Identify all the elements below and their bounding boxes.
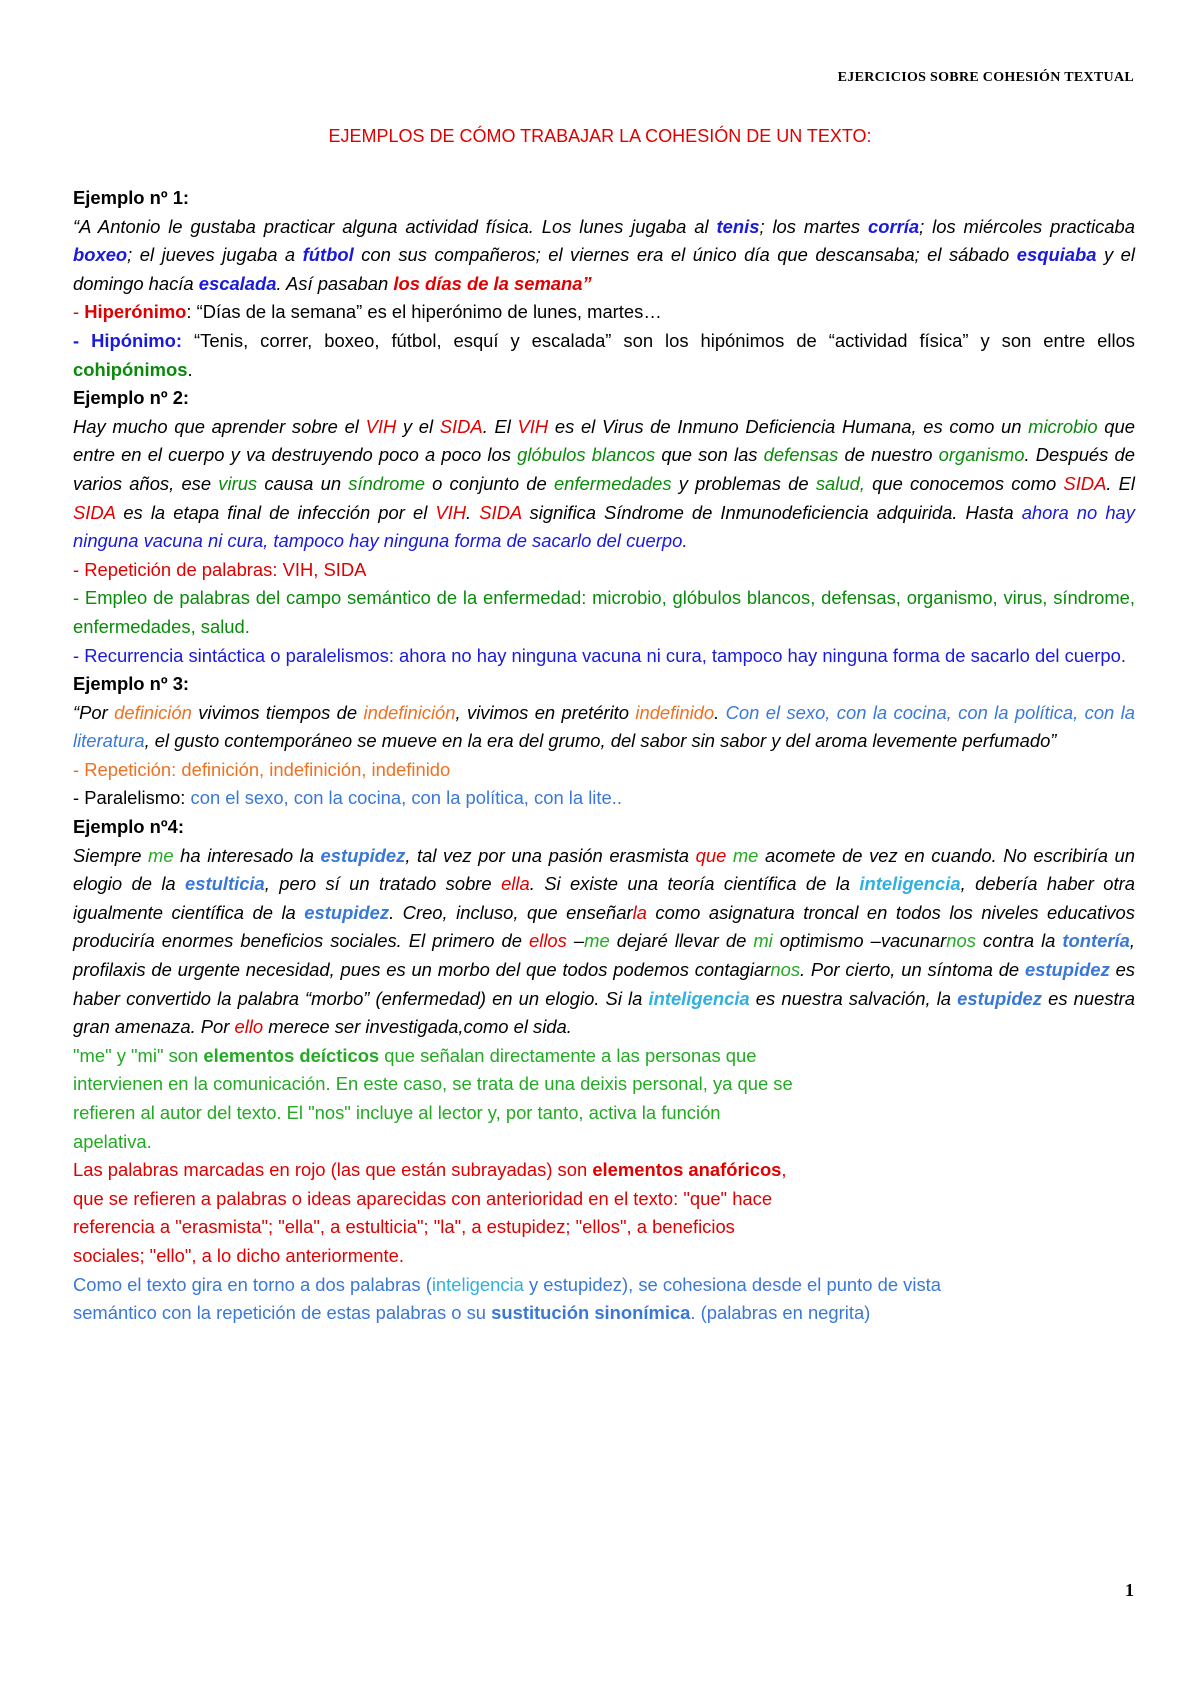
hyperonym-label: Hiperónimo: [84, 301, 187, 323]
anaphoric-term: elementos anafóricos: [592, 1159, 782, 1181]
text-run: es haber convertido la palabra “morbo” (enfermedad) en un elogio. Si la: [73, 959, 1136, 1009]
word-defensas: defensas: [763, 444, 839, 466]
text-run: .: [187, 358, 193, 380]
word-ello: ello: [234, 1016, 264, 1038]
semantic-field-line: - Empleo de palabras del campo semántico de la enfermedad: microbio, glóbulos blancos, defensas, organismo, virus, síndrome, enfermedades, salud.: [73, 587, 1135, 637]
text-line: refieren al autor del texto. El "nos" incluye al lector y, por tanto, activa la función: [73, 1102, 721, 1123]
hyponym-text: “Tenis, correr, boxeo, fútbol, esquí y escalada” son los hipónimos de “actividad física” y son entre ellos: [182, 329, 1136, 351]
word-tenis: tenis: [716, 215, 760, 237]
text-run: ; los miércoles practicaba: [919, 215, 1135, 237]
text-line: referencia a "erasmista"; "ella", a estulticia"; "la", a estupidez; "ellos", a beneficios: [73, 1216, 735, 1238]
word-estupidez: estupidez: [957, 987, 1042, 1009]
word-que: que: [695, 844, 727, 866]
word-nos: nos: [946, 930, 976, 952]
word-ellos: ellos: [529, 930, 567, 952]
text-run: ; los martes: [759, 215, 868, 237]
text-run: "me" y "mi" son: [73, 1044, 204, 1066]
example-3-heading: Ejemplo nº 3:: [73, 673, 190, 695]
parallel-phrase: Con el sexo, con la cocina, con la política, con la literatura: [73, 701, 1135, 752]
text-run: vivimos tiempos de: [191, 701, 364, 723]
word-indefinido: indefinido: [635, 701, 715, 723]
text-run: . Por cierto, un síntoma de: [800, 959, 1025, 981]
word-me: me: [148, 844, 174, 866]
text-run: .: [466, 501, 480, 523]
example-4-text: [73, 842, 1135, 1042]
text-run: acomete de vez en cuando. No escribiría un elogio de la: [73, 844, 1135, 895]
text-line: [73, 1156, 1135, 1185]
text-run: es la etapa final de infección por el: [115, 501, 436, 523]
text-run: como asignatura troncal en todos los niveles educativos produciría enormes beneficios sociales. El primero de: [73, 901, 1135, 952]
text-line: [73, 1299, 1135, 1328]
dash: -: [73, 301, 85, 323]
word-inteligencia: inteligencia: [648, 987, 750, 1009]
text-run: . Creo, incluso, que enseñar: [389, 901, 633, 923]
repetition-line: - Repetición de palabras: VIH, SIDA: [73, 558, 367, 580]
example-2-heading: Ejemplo nº 2:: [73, 387, 190, 409]
text-run: optimismo –vacunar: [772, 930, 947, 952]
example-4-heading: Ejemplo nº4:: [73, 816, 184, 838]
text-run: , pero sí un tratado sobre: [264, 873, 502, 895]
text-run: Siempre: [73, 844, 149, 866]
word-vih: VIH: [517, 415, 549, 437]
dash: - Repetición:: [73, 758, 182, 780]
text-run: semántico con la repetición de estas palabras o su: [73, 1302, 492, 1324]
text-line: sociales; "ello", a lo dicho anteriormente.: [73, 1244, 404, 1266]
word-me: me: [584, 930, 610, 952]
word-estupidez: estupidez: [1024, 959, 1110, 981]
synonymic-term: sustitución sinonímica: [491, 1302, 691, 1324]
word-corria: corría: [868, 215, 920, 237]
word-sida: SIDA: [479, 501, 522, 523]
text-run: , vivimos en pretérito: [455, 701, 636, 723]
word-me: me: [732, 844, 759, 866]
word-boxeo: boxeo: [73, 244, 128, 266]
anaphoric-explanation: [73, 1156, 1135, 1270]
example-2-text: [73, 413, 1135, 556]
word-mi: mi: [753, 930, 773, 952]
text-run: “Por: [73, 701, 115, 723]
word-dias-semana: los días de la semana”: [393, 272, 592, 294]
word-salud: salud,: [815, 472, 865, 494]
text-run: Como el texto gira en torno a dos palabras (: [73, 1273, 432, 1295]
text-run: , el gusto contemporáneo se mueve en la era del grumo, del sabor sin sabor y del aroma levemente perfumado”: [144, 730, 1057, 752]
text-run: que son las: [655, 444, 764, 466]
text-run: “A Antonio le gustaba practicar alguna actividad física. Los lunes jugaba al: [73, 215, 717, 237]
page-number: 1: [1125, 1580, 1134, 1600]
text-run: significa Síndrome de Inmunodeficiencia adquirida. Hasta: [521, 501, 1022, 523]
repetition-line: [73, 756, 1135, 785]
text-run: es el Virus de Inmuno Deficiencia Humana, es como un: [548, 415, 1029, 437]
text-line: [73, 1271, 1135, 1300]
cohyponym-word: cohipónimos: [73, 358, 188, 380]
word-estupidez: estupidez: [304, 901, 390, 923]
word-ella: ella: [501, 873, 530, 895]
parallelism-words: con el sexo, con la cocina, con la política, con la lite..: [190, 787, 622, 809]
text-run: merece ser investigada,como el sida.: [263, 1016, 572, 1038]
word-esquiaba: esquiaba: [1016, 244, 1097, 266]
hyponym-line: [73, 327, 1135, 384]
text-line: que se refieren a palabras o ideas aparecidas con anterioridad en el texto: "que" hace: [73, 1187, 773, 1209]
syntactic-recurrence-line: - Recurrencia sintáctica o paralelismos: ahora no hay ninguna vacuna ni cura, tampoco hay ninguna forma de sacarlo del cuerpo.: [73, 644, 1126, 666]
text-run: ,: [781, 1159, 787, 1181]
word-organismo: organismo: [938, 444, 1025, 466]
text-run: que señalan directamente a las personas que: [379, 1044, 757, 1066]
text-run: con sus compañeros; el viernes era el único día que descansaba; el sábado: [353, 244, 1017, 266]
hyponym-label: Hipónimo:: [91, 329, 183, 351]
text-run: contra la: [975, 930, 1063, 952]
text-run: . Si existe una teoría científica de la: [529, 873, 860, 895]
word-futbol: fútbol: [302, 244, 354, 266]
text-run: –: [566, 930, 585, 952]
text-run: causa un: [257, 472, 349, 494]
word-vih: VIH: [435, 501, 467, 523]
text-run: dejaré llevar de: [609, 930, 754, 952]
text-run: . El: [482, 415, 518, 437]
semantic-explanation: [73, 1271, 1135, 1328]
text-line: intervienen en la comunicación. En este caso, se trata de una deixis personal, ya que se: [73, 1073, 793, 1095]
word-microbio: microbio: [1028, 415, 1098, 437]
deictic-explanation: [73, 1042, 1135, 1156]
word-estupidez: estupidez: [320, 844, 406, 866]
word-indefinicion: indefinición: [363, 701, 456, 723]
word-nos: nos: [770, 959, 801, 981]
text-run: . El: [1106, 472, 1136, 494]
page-header: EJERCICIOS SOBRE COHESIÓN TEXTUAL: [837, 70, 1134, 85]
text-run: . Así pasaban: [276, 272, 394, 294]
text-run: .: [714, 701, 726, 723]
text-run: , debería haber otra igualmente científica de la: [73, 873, 1135, 923]
word-enfermedades: enfermedades: [553, 472, 672, 494]
deictic-term: elementos deícticos: [203, 1044, 380, 1066]
example-3-text: [73, 699, 1135, 756]
text-run: Las palabras marcadas en rojo (las que están subrayadas) son: [73, 1159, 593, 1181]
repetition-words: definición, indefinición, indefinido: [181, 758, 451, 780]
parallel-phrase: ahora no hay ninguna vacuna ni cura, tampoco hay ninguna forma de sacarlo del cuerpo.: [73, 501, 1135, 552]
word-sida: SIDA: [1063, 472, 1107, 494]
word-virus: virus: [218, 472, 258, 494]
text-run: , profilaxis de urgente necesidad, pues es un morbo del que todos podemos contagiar: [73, 930, 1135, 981]
word-escalada: escalada: [198, 272, 277, 294]
text-run: es nuestra salvación, la: [749, 987, 958, 1009]
hyperonym-text: : “Días de la semana” es el hiperónimo de lunes, martes…: [186, 301, 662, 323]
word-definicion: definición: [114, 701, 192, 723]
text-run: o conjunto de: [424, 472, 554, 494]
word-inteligencia: inteligencia: [431, 1273, 524, 1295]
word-sindrome: síndrome: [348, 472, 425, 494]
text-run: es nuestra gran amenaza. Por: [73, 987, 1135, 1038]
text-run: . (palabras en negrita): [690, 1302, 871, 1324]
dash: -: [73, 329, 92, 351]
text-run: de nuestro: [838, 444, 939, 466]
parallelism-line: [73, 784, 1135, 813]
word-la: la: [632, 901, 647, 923]
word-globulos: glóbulos blancos: [517, 444, 656, 466]
word-inteligencia: inteligencia: [859, 873, 961, 895]
text-run: y problemas de: [671, 472, 816, 494]
text-run: ha interesado la: [173, 844, 321, 866]
text-run: y el: [396, 415, 440, 437]
hyperonym-line: [73, 298, 1135, 327]
example-1-text: [73, 213, 1135, 299]
text-run: y estupidez), se cohesiona desde el punto de vista: [523, 1273, 941, 1295]
document-body: [73, 184, 1135, 1328]
text-line: apelativa.: [73, 1130, 152, 1152]
text-run: y el domingo hacía: [73, 244, 1135, 294]
parallelism-label: - Paralelismo:: [73, 787, 191, 809]
text-run: que entre en el cuerpo y va destruyendo poco a poco los: [73, 415, 1135, 466]
example-1-heading: Ejemplo nº 1:: [73, 187, 190, 208]
word-vih: VIH: [365, 415, 397, 437]
word-estulticia: estulticia: [185, 873, 265, 895]
text-run: que conocemos como: [864, 472, 1064, 494]
word-tonteria: tontería: [1062, 930, 1130, 952]
word-sida: SIDA: [439, 415, 483, 437]
text-run: Hay mucho que aprender sobre el: [73, 415, 366, 437]
text-run: ; el jueves jugaba a: [127, 244, 303, 266]
text-line: [73, 1042, 1135, 1071]
document-title: EJEMPLOS DE CÓMO TRABAJAR LA COHESIÓN DE UN TEXTO:: [328, 126, 872, 146]
text-run: . Después de varios años, ese: [73, 444, 1135, 494]
text-run: , tal vez por una pasión erasmista: [405, 844, 696, 866]
word-sida: SIDA: [73, 501, 116, 523]
